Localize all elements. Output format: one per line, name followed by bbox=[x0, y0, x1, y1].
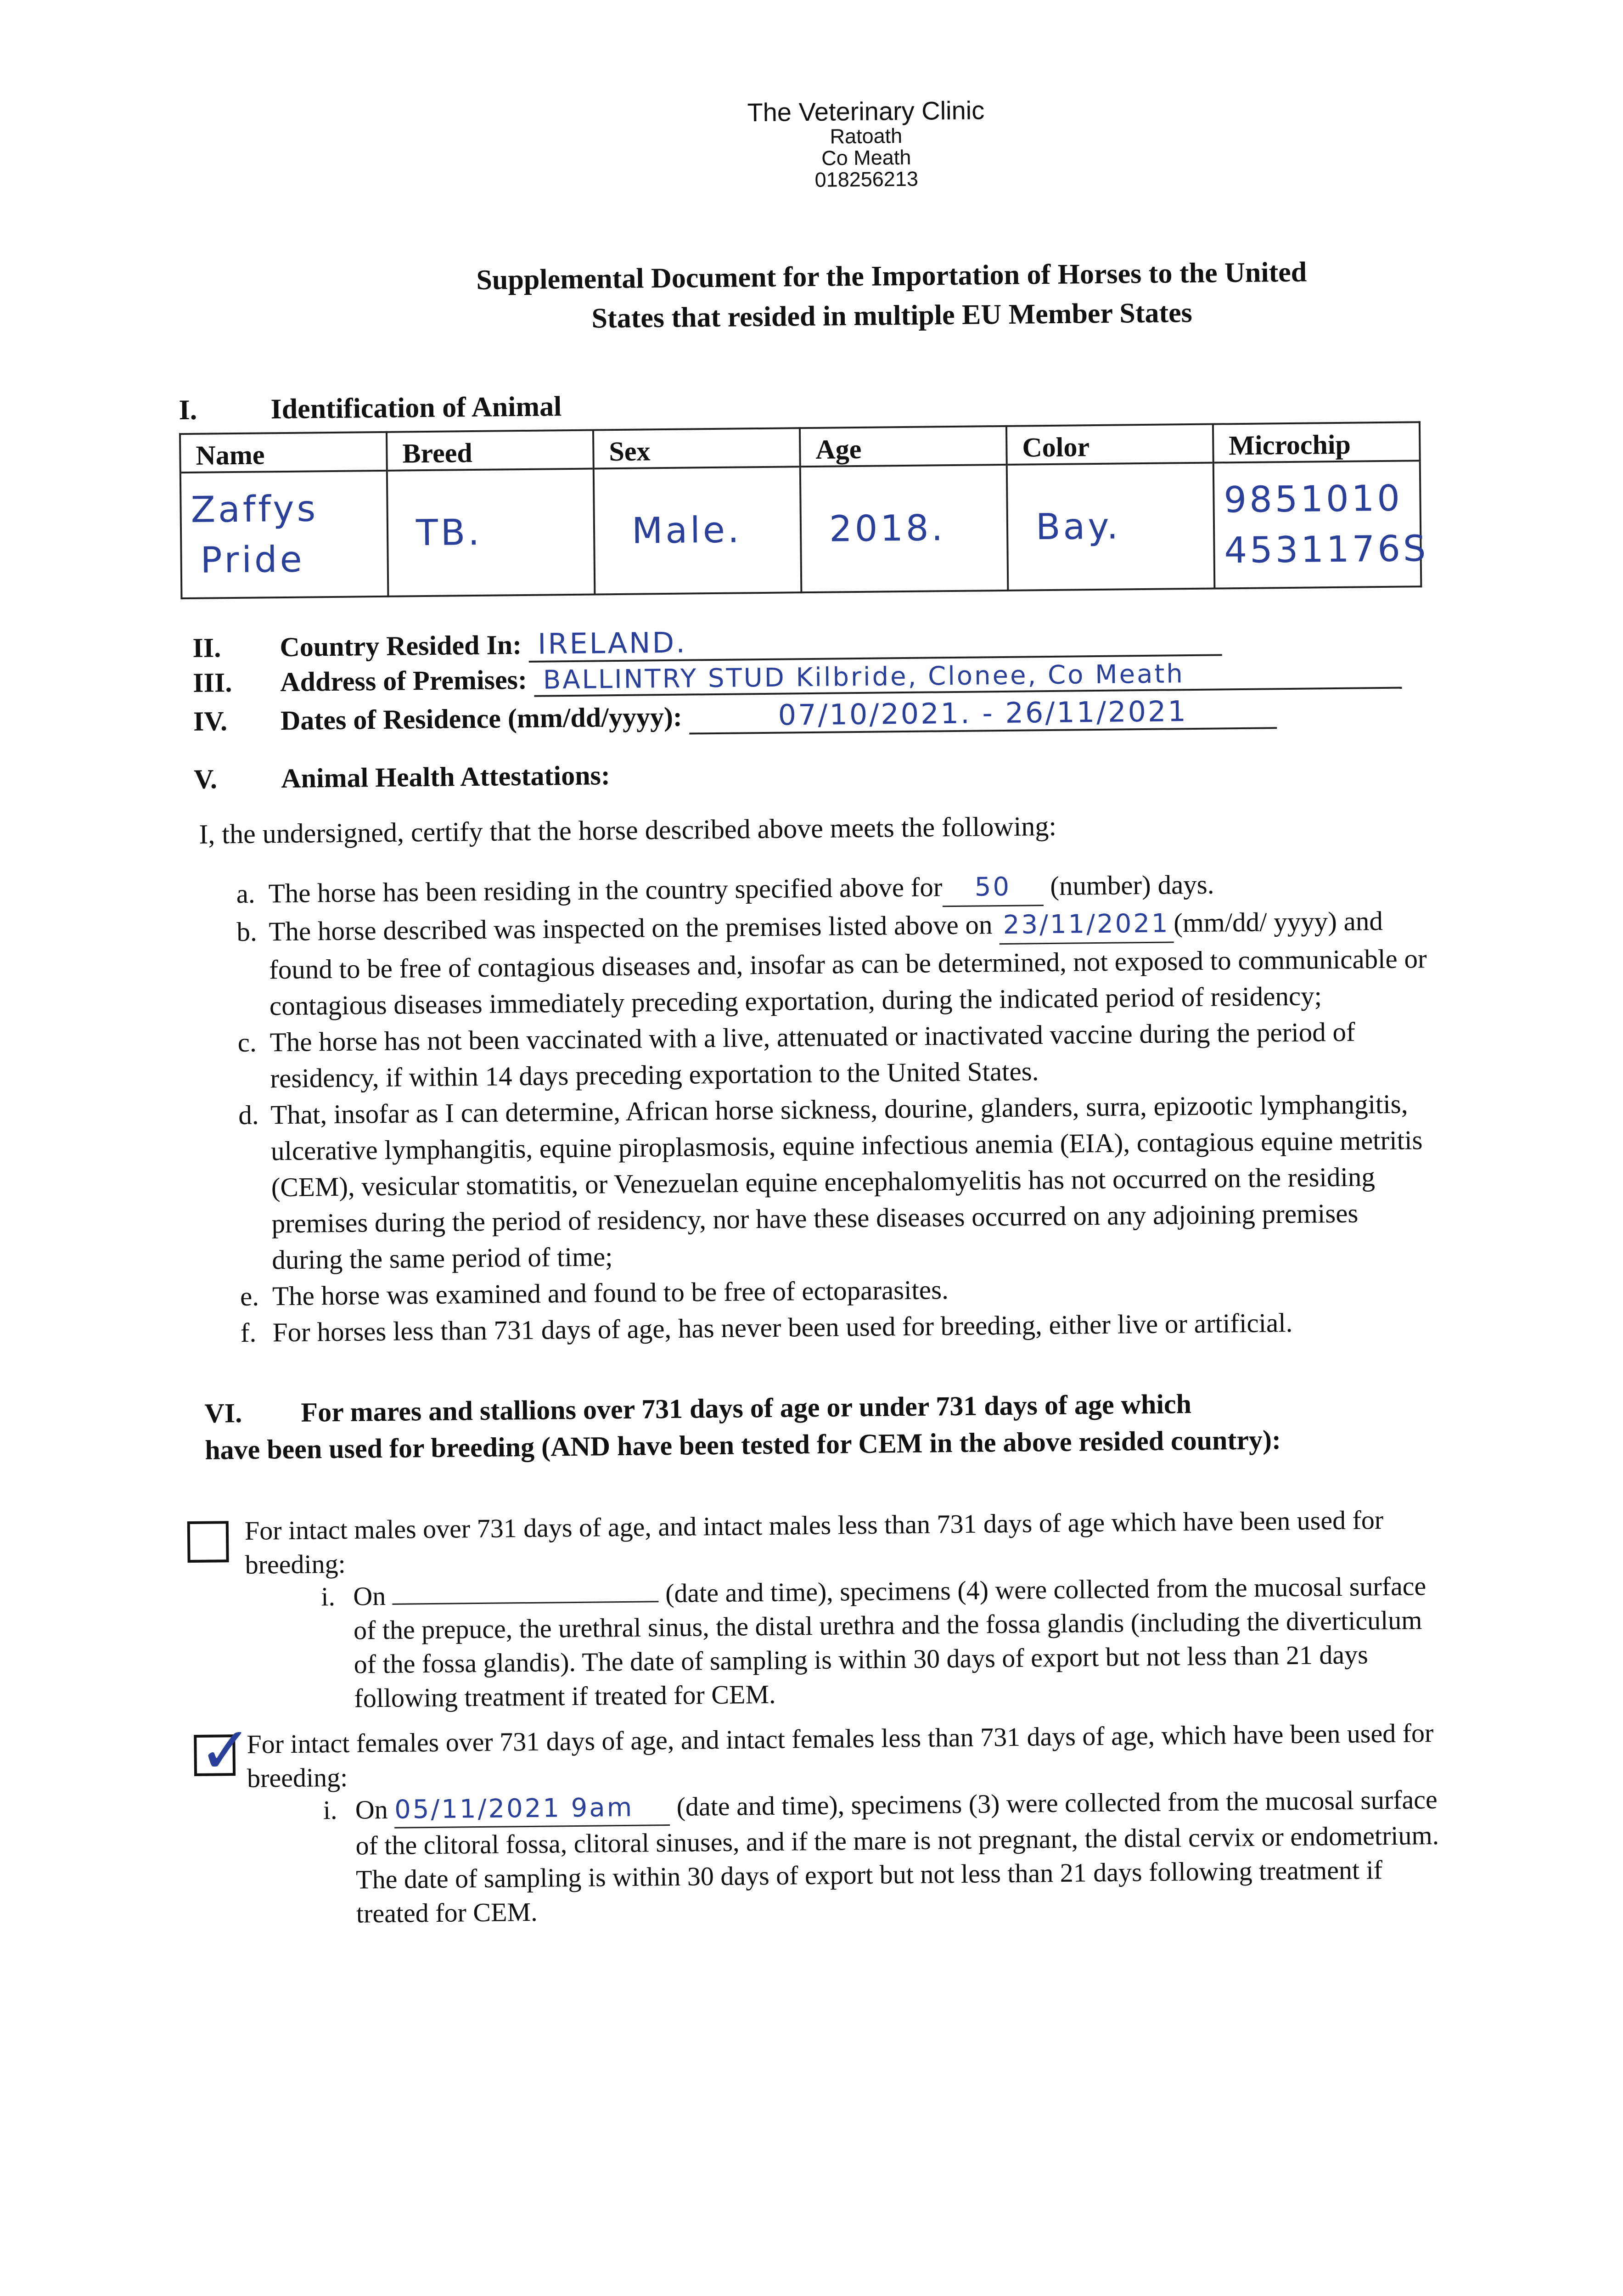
name-cell bbox=[180, 471, 388, 598]
color-value: Bay. bbox=[1035, 506, 1121, 548]
days-resided-value: 50 bbox=[942, 868, 1044, 907]
checkmark-icon: ✓ bbox=[198, 1713, 253, 1789]
section-1-number: I. bbox=[179, 394, 197, 426]
name-value-line1: Zaffys bbox=[191, 488, 319, 531]
attestation-item-a: a. The horse has been residing in the country specified above for 50 (number) days. bbox=[236, 869, 1214, 909]
color-cell bbox=[1007, 463, 1215, 591]
dates-residence-label: Dates of Residence (mm/dd/yyyy): bbox=[280, 701, 683, 736]
section-4-number: IV. bbox=[193, 706, 228, 737]
section-6-title-line1: For mares and stallions over 731 days of age or under 731 days of age which bbox=[301, 1389, 1192, 1428]
section-1-heading bbox=[179, 390, 562, 427]
males-collection-date-field[interactable] bbox=[393, 1601, 659, 1605]
females-checkbox[interactable] bbox=[194, 1713, 253, 1789]
section-3-number: III. bbox=[192, 667, 232, 698]
microchip-value-line1: 9851010 bbox=[1224, 478, 1403, 521]
attestation-item-d: d. That, insofar as I can determine, African horse sickness, dourine, glanders, surra, epizootic lymphangitis, ulcerative lymphangitis, equine piroplasmosis, equine infectious anemia (EIA), contagious equine metritis (CEM), vesicular stomatitis, or Venezuelan equine encephalomyelitis has not occurred on the residing premises during the period of residency, nor have these diseases occurred on any adjoining premises during the same period of time; bbox=[238, 1088, 1423, 1275]
col-age-header: Age bbox=[800, 426, 1007, 467]
clinic-phone: 018256213 bbox=[814, 167, 919, 192]
attestation-intro: I, the undersigned, certify that the horse described above meets the following: bbox=[199, 810, 1057, 850]
identification-table bbox=[179, 421, 1429, 599]
section-6-heading bbox=[204, 1383, 1421, 1468]
males-option-text: For intact males over 731 days of age, and intact males less than 731 days of age which have been used for breeding: bbox=[244, 1505, 1384, 1580]
attestation-list bbox=[236, 864, 1434, 1351]
females-option-text: For intact females over 731 days of age, and intact females less than 731 days of age, which have been used for breeding: bbox=[247, 1718, 1434, 1793]
clinic-address-line1: Ratoath bbox=[830, 124, 903, 148]
males-checkbox[interactable] bbox=[187, 1521, 229, 1563]
document-title bbox=[221, 250, 1562, 342]
sex-value: Male. bbox=[631, 509, 742, 552]
title-line1: Supplemental Document for the Importation of Horses to the United bbox=[476, 256, 1307, 296]
title-line2: States that resided in multiple EU Member States bbox=[591, 297, 1193, 334]
col-name-header: Name bbox=[180, 432, 387, 473]
males-specimen-item: i. On (date and time), specimens (4) were collected from the mucosal surface of the prepuce, the urethral sinus, the distal urethra and the fossa glandis (including the diverticulum of the fossa glandis). The date of sampling is within 30 days of export but not less than 21 days following treatment if treated for CEM. bbox=[321, 1571, 1426, 1713]
clinic-name: The Veterinary Clinic bbox=[747, 96, 985, 127]
clinic-header bbox=[0, 90, 1623, 198]
age-cell bbox=[800, 465, 1008, 592]
breed-cell bbox=[387, 469, 595, 597]
section-5-heading bbox=[194, 760, 610, 795]
address-premises-label: Address of Premises: bbox=[280, 664, 528, 698]
section-2-number: II. bbox=[192, 632, 221, 663]
clinic-address-line2: Co Meath bbox=[821, 145, 911, 170]
name-value-line2: Pride bbox=[200, 539, 305, 581]
section-6-number: VI. bbox=[204, 1397, 242, 1429]
col-breed-header: Breed bbox=[387, 430, 594, 471]
section-6-title-line2: have been used for breeding (AND have been tested for CEM in the above resided country): bbox=[204, 1424, 1281, 1465]
attestation-item-b: b. The horse described was inspected on the premises listed above on 23/11/2021 (mm/dd/ yyyy) and found to be free of contagious diseases and, insofar as can be determined, not exposed to communicable or contagious diseases immediately preceding exportation, during the indicated period of residency; bbox=[236, 906, 1427, 1021]
dates-residence-value: 07/10/2021. - 26/11/2021 bbox=[689, 693, 1277, 734]
identification-value-row bbox=[180, 461, 1421, 598]
address-premises-value: BALLINTRY STUD Kilbride, Clonee, Co Meath bbox=[534, 657, 1402, 697]
attestation-item-c: c. The horse has not been vaccinated with a live, attenuated or inactivated vaccine during the period of residency, if within 14 days preceding exportation to the United States. bbox=[237, 1016, 1355, 1094]
dates-residence-row bbox=[193, 693, 1277, 739]
country-resided-value: IRELAND. bbox=[528, 620, 1222, 662]
section-1-title: Identification of Animal bbox=[270, 391, 562, 425]
sex-cell bbox=[594, 467, 802, 594]
col-microchip-header: Microchip bbox=[1213, 422, 1420, 462]
col-sex-header: Sex bbox=[593, 428, 800, 468]
inspection-date-value: 23/11/2021 bbox=[999, 905, 1174, 945]
attestation-item-f: f. For horses less than 731 days of age, has never been used for breeding, either live or artificial. bbox=[240, 1307, 1293, 1348]
microchip-value-line2: 4531176S bbox=[1224, 528, 1429, 572]
breed-value: TB. bbox=[416, 512, 483, 554]
col-color-header: Color bbox=[1006, 424, 1213, 465]
microchip-cell bbox=[1213, 461, 1429, 588]
age-value: 2018. bbox=[829, 507, 946, 550]
section-5-number: V. bbox=[193, 764, 218, 794]
section-5-title: Animal Health Attestations: bbox=[281, 760, 611, 794]
females-specimen-item: i. On 05/11/2021 9am (date and time), specimens (3) were collected from the mucosal surface of the clitoral fossa, clitoral sinuses, and if the mare is not pregnant, the distal cervix or endometrium. The date of sampling is within 30 days of export but not less than 21 days following treatment if treated for CEM. bbox=[323, 1784, 1439, 1929]
country-resided-label: Country Resided In: bbox=[280, 630, 522, 663]
females-collection-date-field[interactable]: 05/11/2021 9am bbox=[394, 1790, 670, 1829]
attestation-item-e: e. The horse was examined and found to be free of ectoparasites. bbox=[240, 1274, 949, 1311]
